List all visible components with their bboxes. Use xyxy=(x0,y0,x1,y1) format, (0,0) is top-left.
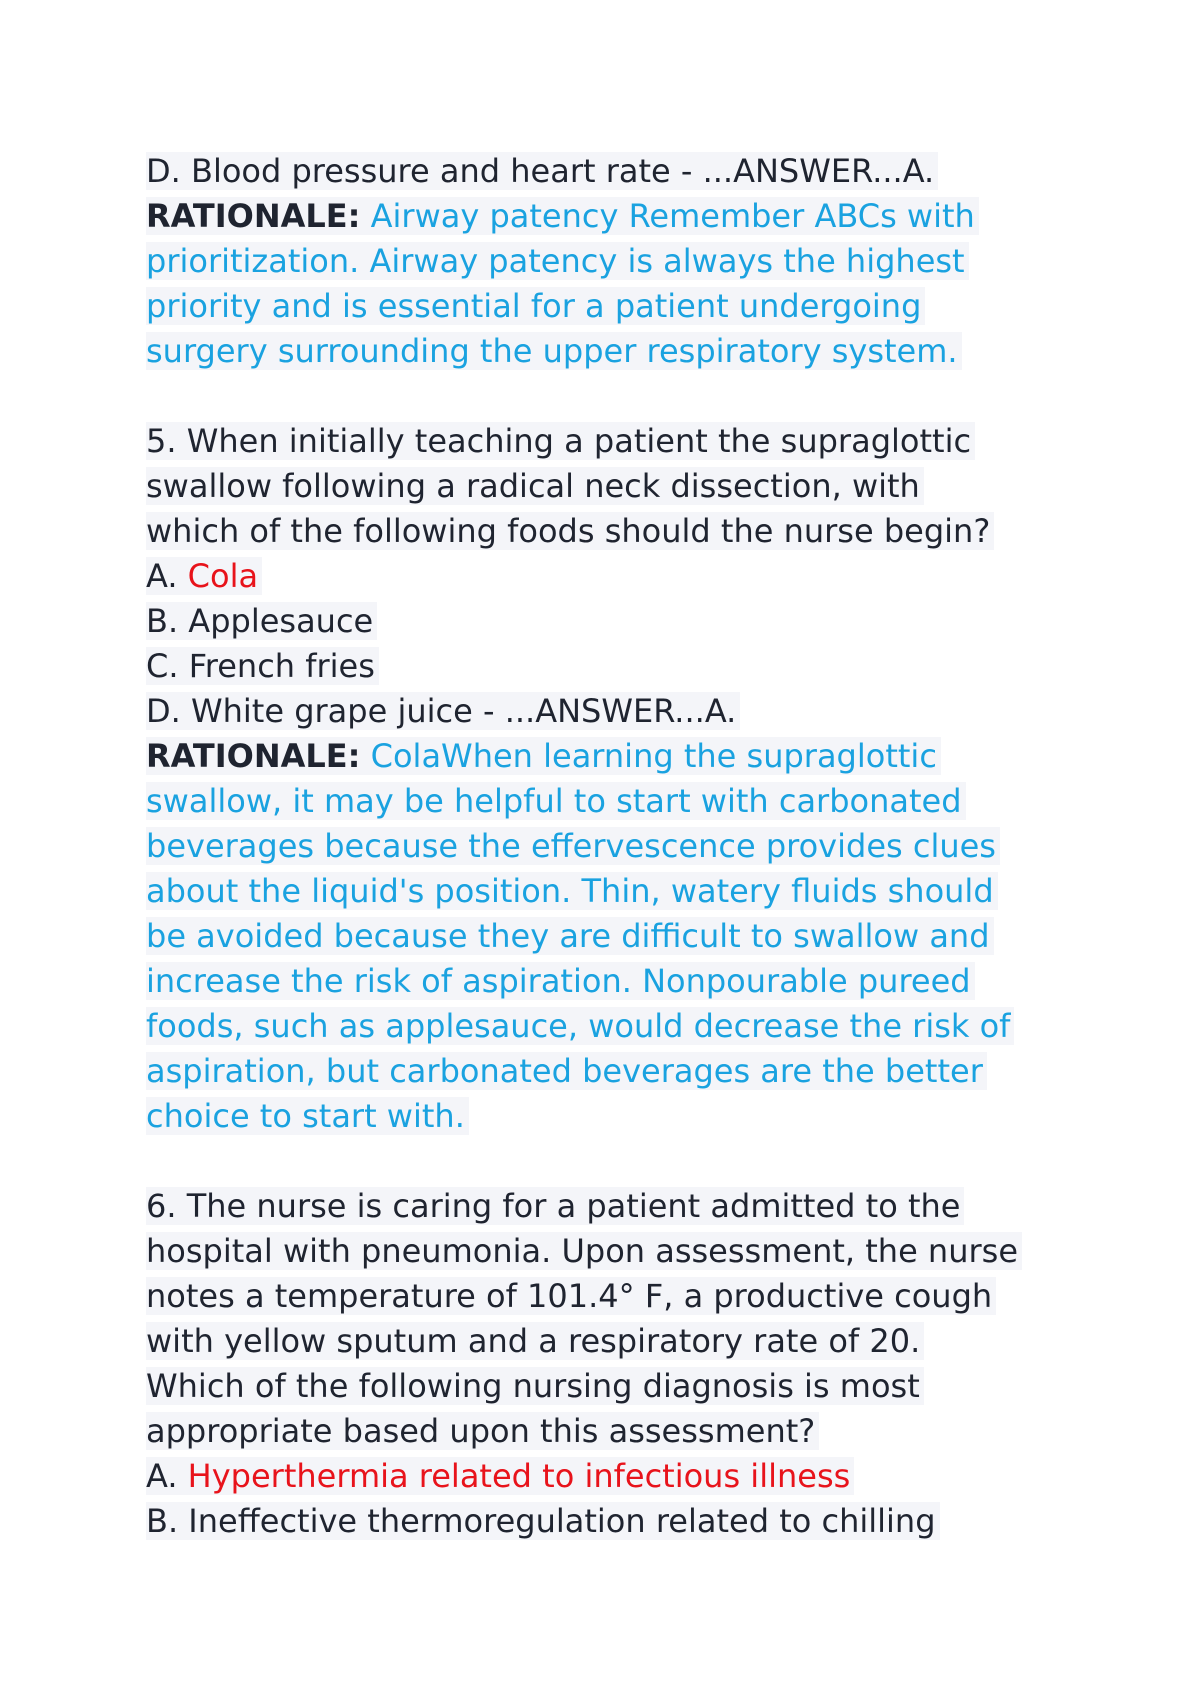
q4-rationale-line xyxy=(146,284,1146,329)
document-content xyxy=(146,149,1146,1544)
spacer xyxy=(146,374,1146,419)
q5-rationale-line xyxy=(146,1094,1146,1139)
q5-option-a: A. Cola xyxy=(146,554,1146,599)
correct-answer: Hyperthermia related to infectious illness xyxy=(187,1457,851,1495)
correct-answer: Cola xyxy=(187,557,259,595)
rationale-text: Airway patency Remember ABCs with xyxy=(370,197,975,235)
rationale-text: beverages because the effervescence provides clues xyxy=(146,827,1000,865)
q5-rationale-line xyxy=(146,959,1146,1004)
q6-option-a: A. Hyperthermia related to infectious illness xyxy=(146,1454,1146,1499)
q4-option-d: D. Blood pressure and heart rate - ...ANSWER...A. xyxy=(146,149,1146,194)
q5-option-b: B. Applesauce xyxy=(146,599,1146,644)
q5-question-line: swallow following a radical neck dissection, with xyxy=(146,464,1146,509)
rationale-text: increase the risk of aspiration. Nonpourable pureed xyxy=(146,962,975,1000)
q6-question-line: appropriate based upon this assessment? xyxy=(146,1409,1146,1454)
q6-question-line: hospital with pneumonia. Upon assessment, the nurse xyxy=(146,1229,1146,1274)
q5-rationale-line xyxy=(146,1049,1146,1094)
q4-rationale-line xyxy=(146,239,1146,284)
rationale-text: choice to start with. xyxy=(146,1097,469,1135)
q5-rationale-line xyxy=(146,1004,1146,1049)
q5-option-c: C. French fries xyxy=(146,644,1146,689)
q5-rationale-line xyxy=(146,869,1146,914)
spacer xyxy=(146,1139,1146,1184)
rationale-text: priority and is essential for a patient undergoing xyxy=(146,287,925,325)
rationale-text: surgery surrounding the upper respiratory system. xyxy=(146,332,962,370)
q6-option-b: B. Ineffective thermoregulation related to chilling xyxy=(146,1499,1146,1544)
q6-question-line: Which of the following nursing diagnosis is most xyxy=(146,1364,1146,1409)
rationale-label: RATIONALE: xyxy=(146,197,361,235)
q5-rationale-line xyxy=(146,914,1146,959)
q4-rationale-line xyxy=(146,194,1146,239)
rationale-label: RATIONALE: xyxy=(146,737,361,775)
q4-rationale-line xyxy=(146,329,1146,374)
q5-option-d: D. White grape juice - ...ANSWER...A. xyxy=(146,689,1146,734)
rationale-text: about the liquid's position. Thin, watery fluids should xyxy=(146,872,998,910)
rationale-text: aspiration, but carbonated beverages are the better xyxy=(146,1052,987,1090)
q5-rationale-line xyxy=(146,824,1146,869)
q5-rationale-line xyxy=(146,779,1146,824)
q5-question-line: 5. When initially teaching a patient the supraglottic xyxy=(146,419,1146,464)
rationale-text: swallow, it may be helpful to start with carbonated xyxy=(146,782,966,820)
q6-question-line: with yellow sputum and a respiratory rate of 20. xyxy=(146,1319,1146,1364)
rationale-text: foods, such as applesauce, would decrease the risk of xyxy=(146,1007,1014,1045)
rationale-text: be avoided because they are difficult to swallow and xyxy=(146,917,994,955)
rationale-text: prioritization. Airway patency is always the highest xyxy=(146,242,969,280)
q6-question-line: notes a temperature of 101.4° F, a productive cough xyxy=(146,1274,1146,1319)
q6-question-line: 6. The nurse is caring for a patient admitted to the xyxy=(146,1184,1146,1229)
q5-question-line: which of the following foods should the nurse begin? xyxy=(146,509,1146,554)
q5-rationale-line xyxy=(146,734,1146,779)
rationale-text: ColaWhen learning the supraglottic xyxy=(370,737,937,775)
